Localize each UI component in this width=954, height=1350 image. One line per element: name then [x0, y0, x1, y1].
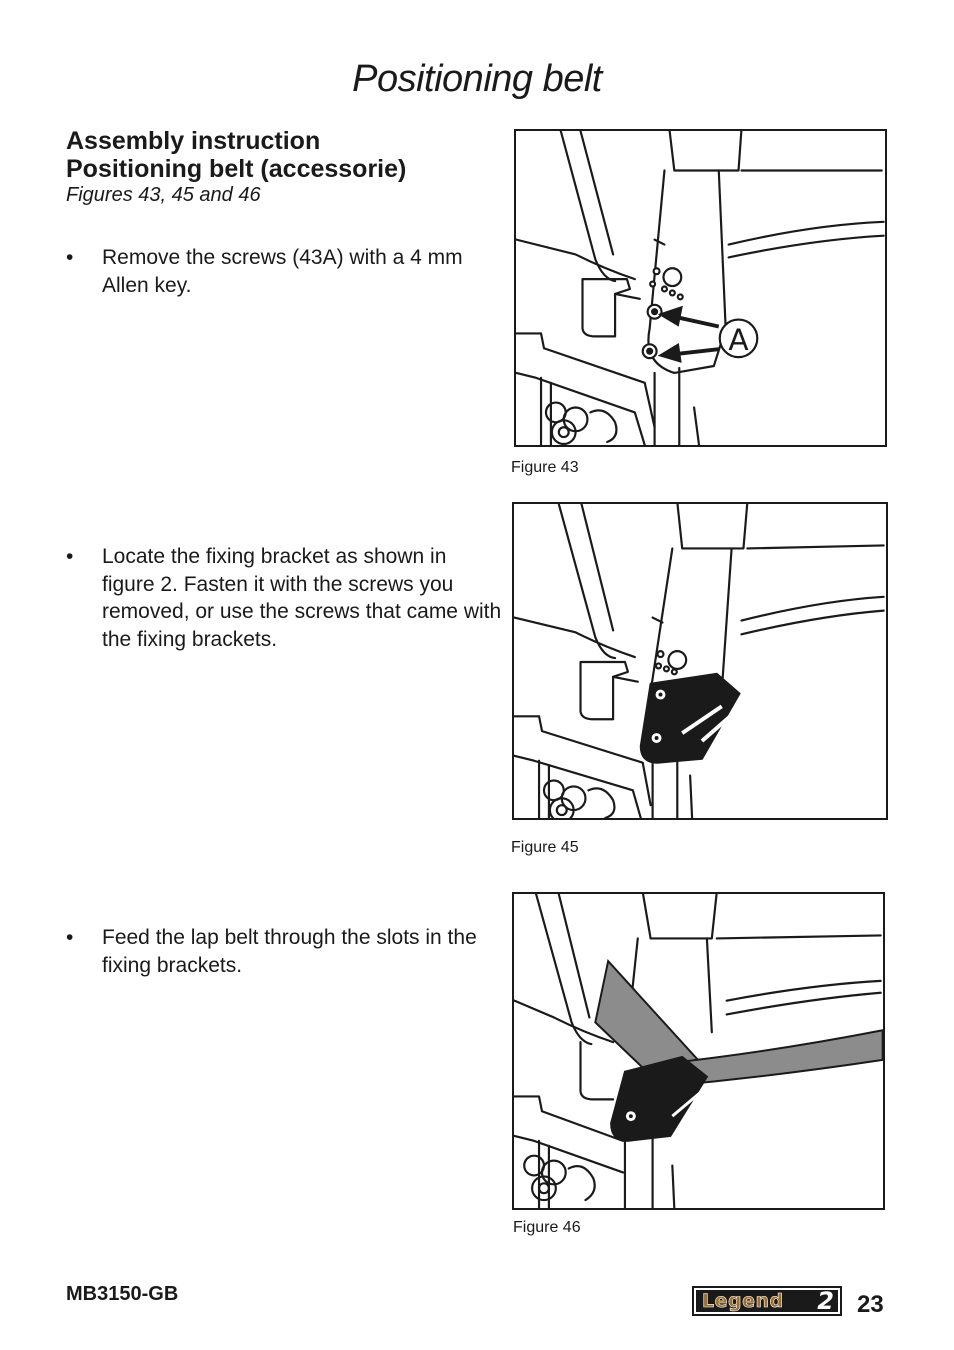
legend-2-logo	[692, 1286, 842, 1316]
figure-43-caption: Figure 43	[511, 459, 579, 476]
figure-45-caption: Figure 45	[511, 839, 579, 856]
bullet-icon: •	[66, 926, 74, 949]
section-heading	[66, 127, 406, 183]
heading-line-2: Positioning belt (accessorie)	[66, 155, 407, 183]
step-text: Locate the fixing bracket as shown in figure 2. Fasten it with the screws you removed, or use the screws that came with the fixing brackets.	[102, 545, 502, 651]
figure-46-caption: Figure 46	[513, 1219, 581, 1236]
fixing-bracket	[641, 674, 740, 763]
logo-number: 2	[817, 1287, 834, 1315]
heading-line-1: Assembly instruction	[66, 127, 321, 155]
figure-45	[512, 502, 888, 820]
figure-43-illustration	[516, 131, 885, 445]
figures-reference: Figures 43, 45 and 46	[66, 184, 261, 206]
callout-label: A	[728, 323, 749, 358]
figure-46	[512, 892, 885, 1210]
page-number: 23	[857, 1291, 884, 1318]
bullet-icon: •	[66, 246, 74, 269]
figure-45-illustration	[514, 504, 886, 818]
step-text: Remove the screws (43A) with a 4 mm Allen key.	[102, 246, 463, 297]
figure-43	[514, 129, 887, 447]
bullet-icon: •	[66, 545, 74, 568]
logo-word: Legend	[702, 1290, 784, 1312]
document-code: MB3150-GB	[66, 1283, 179, 1305]
figure-46-illustration	[514, 894, 883, 1208]
page-title: Positioning belt	[352, 58, 602, 100]
step-text: Feed the lap belt through the slots in the fixing brackets.	[102, 926, 477, 977]
